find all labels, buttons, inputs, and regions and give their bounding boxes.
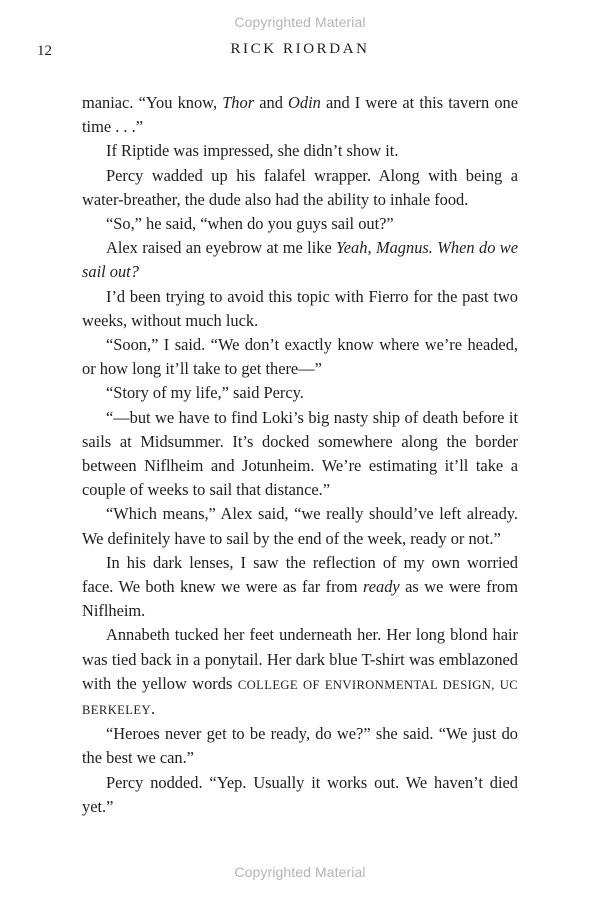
italic-text: Thor	[222, 93, 255, 112]
body-text	[82, 91, 518, 819]
paragraph: Percy wadded up his falafel wrapper. Along with being a water-breather, the dude also had the ability to inhale food.	[82, 165, 518, 209]
small-caps-text: COLLEGE OF ENVIRONMENTAL DESIGN, UC BERKELEY	[82, 677, 519, 718]
italic-text: Yeah, Magnus. When do we sail out?	[82, 238, 518, 282]
paragraph: “Heroes never get to be ready, do we?” she said. “We just do the best we can.”	[82, 724, 518, 768]
paragraph: If Riptide was impressed, she didn’t show it.	[106, 141, 399, 161]
page-number: 12	[37, 43, 52, 59]
paragraph: I’d been trying to avoid this topic with Fierro for the past two weeks, without much luck.	[82, 286, 518, 330]
italic-text: ready	[362, 577, 400, 597]
paragraph: In his dark lenses, I saw the reflection of my own worried face. We both knew we were as far from ready as we were from Niflheim.	[82, 552, 518, 621]
paragraph: maniac. “You know, Thor and Odin and I were at this tavern one time . . .”	[82, 93, 518, 137]
paragraph: “—but we have to find Loki’s big nasty ship of death before it sails at Midsummer. It’s docked somewhere along the border between Niflheim and Jotunheim. We’re estimating it’ll take a couple of weeks to sail that distance.”	[82, 407, 518, 500]
paragraph: Alex raised an eyebrow at me like Yeah, Magnus. When do we sail out?	[82, 238, 518, 282]
paragraph: “Soon,” I said. “We don’t exactly know where we’re headed, or how long it’ll take to get there—”	[82, 335, 518, 379]
watermark-top: Copyrighted Material	[234, 14, 366, 30]
paragraph: “Story of my life,” said Percy.	[106, 383, 304, 403]
italic-text: Odin	[288, 93, 321, 112]
paragraph: Percy nodded. “Yep. Usually it works out. We haven’t died yet.”	[82, 772, 518, 816]
paragraph: “Which means,” Alex said, “we really should’ve left already. We definitely have to sail by the end of the week, ready or not.”	[82, 504, 518, 548]
watermark-bottom: Copyrighted Material	[234, 864, 366, 880]
paragraph: Annabeth tucked her feet underneath her. Her long blond hair was tied back in a ponytail. Her dark blue T-shirt was emblazoned with the yellow words COLLEGE OF ENVIRONMENTAL DESIGN, UC BERKELEY.	[82, 625, 519, 719]
paragraph: “So,” he said, “when do you guys sail out?”	[106, 214, 394, 234]
running-head: RICK RIORDAN	[230, 41, 370, 57]
